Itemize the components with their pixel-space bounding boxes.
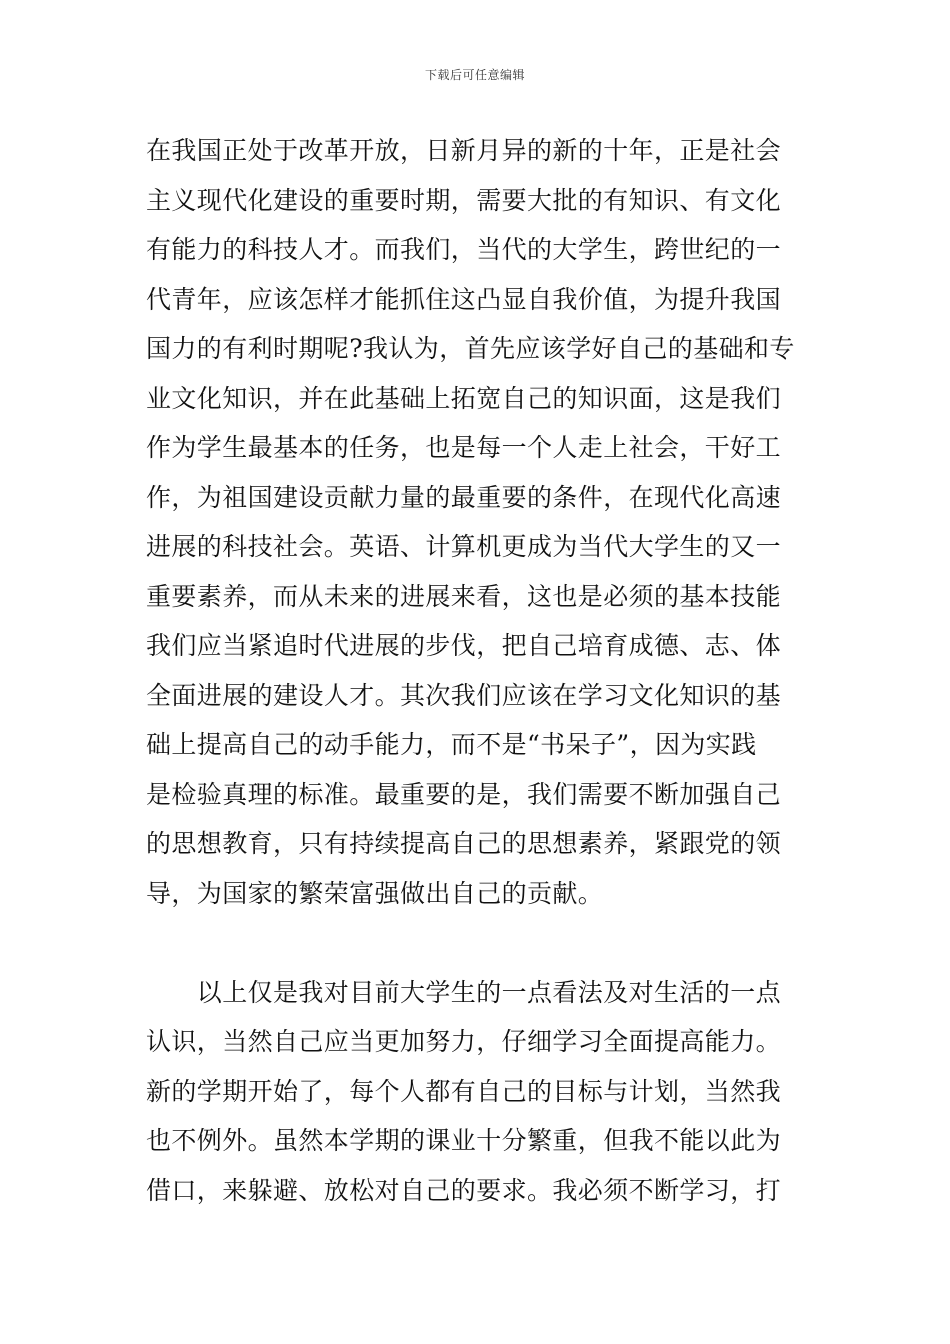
text-line: 我们应当紧追时代进展的步伐，把自己培育成德、志、体 xyxy=(146,631,782,660)
text-line: 有能力的科技人才。而我们，当代的大学生，跨世纪的一 xyxy=(146,235,782,264)
text-line: 作为学生最基本的任务，也是每一个人走上社会，干好工 xyxy=(146,433,782,462)
text-line: 在我国正处于改革开放，日新月异的新的十年，正是社会 xyxy=(146,136,782,165)
text-line: 国力的有利时期呢?我认为，首先应该学好自己的基础和专 xyxy=(146,334,795,363)
text-line: 是检验真理的标准。最重要的是，我们需要不断加强自己 xyxy=(146,779,782,809)
text-line: 重要素养，而从未来的进展来看，这也是必须的基本技能 xyxy=(146,581,782,611)
text-line: 认识，当然自己应当更加努力，仔细学习全面提高能力。 xyxy=(146,1027,782,1056)
text-line: 作，为祖国建设贡献力量的最重要的条件，在现代化高速 xyxy=(146,482,782,512)
text-line: 全面进展的建设人才。其次我们应该在学习文化知识的基 xyxy=(146,680,782,710)
paragraph-1 xyxy=(146,126,810,918)
text-line: 础上提高自己的动手能力，而不是“书呆子”，因为实践 xyxy=(146,730,757,759)
text-line: 新的学期开始了，每个人都有自己的目标与计划，当然我 xyxy=(146,1076,782,1106)
text-line: 进展的科技社会。英语、计算机更成为当代大学生的又一 xyxy=(146,532,782,561)
text-line: 业文化知识，并在此基础上拓宽自己的知识面，这是我们 xyxy=(146,383,782,413)
text-line: 的思想教育，只有持续提高自己的思想素养，紧跟党的领 xyxy=(146,829,782,858)
paragraph-2 xyxy=(146,968,810,1216)
text-line: 主义现代化建设的重要时期，需要大批的有知识、有文化 xyxy=(146,185,782,215)
text-line: 导，为国家的繁荣富强做出自己的贡献。 xyxy=(146,878,604,908)
paragraph-gap xyxy=(146,918,810,968)
text-line: 借口，来躲避、放松对自己的要求。我必须不断学习，打 xyxy=(146,1175,782,1205)
page-header: 下载后可任意编辑 xyxy=(424,68,525,82)
text-line: 代青年，应该怎样才能抓住这凸显自我价值，为提升我国 xyxy=(146,284,782,314)
text-line: 以上仅是我对目前大学生的一点看法及对生活的一点 xyxy=(146,977,782,1007)
document-body xyxy=(146,126,810,1215)
text-line: 也不例外。虽然本学期的课业十分繁重，但我不能以此为 xyxy=(146,1126,782,1155)
